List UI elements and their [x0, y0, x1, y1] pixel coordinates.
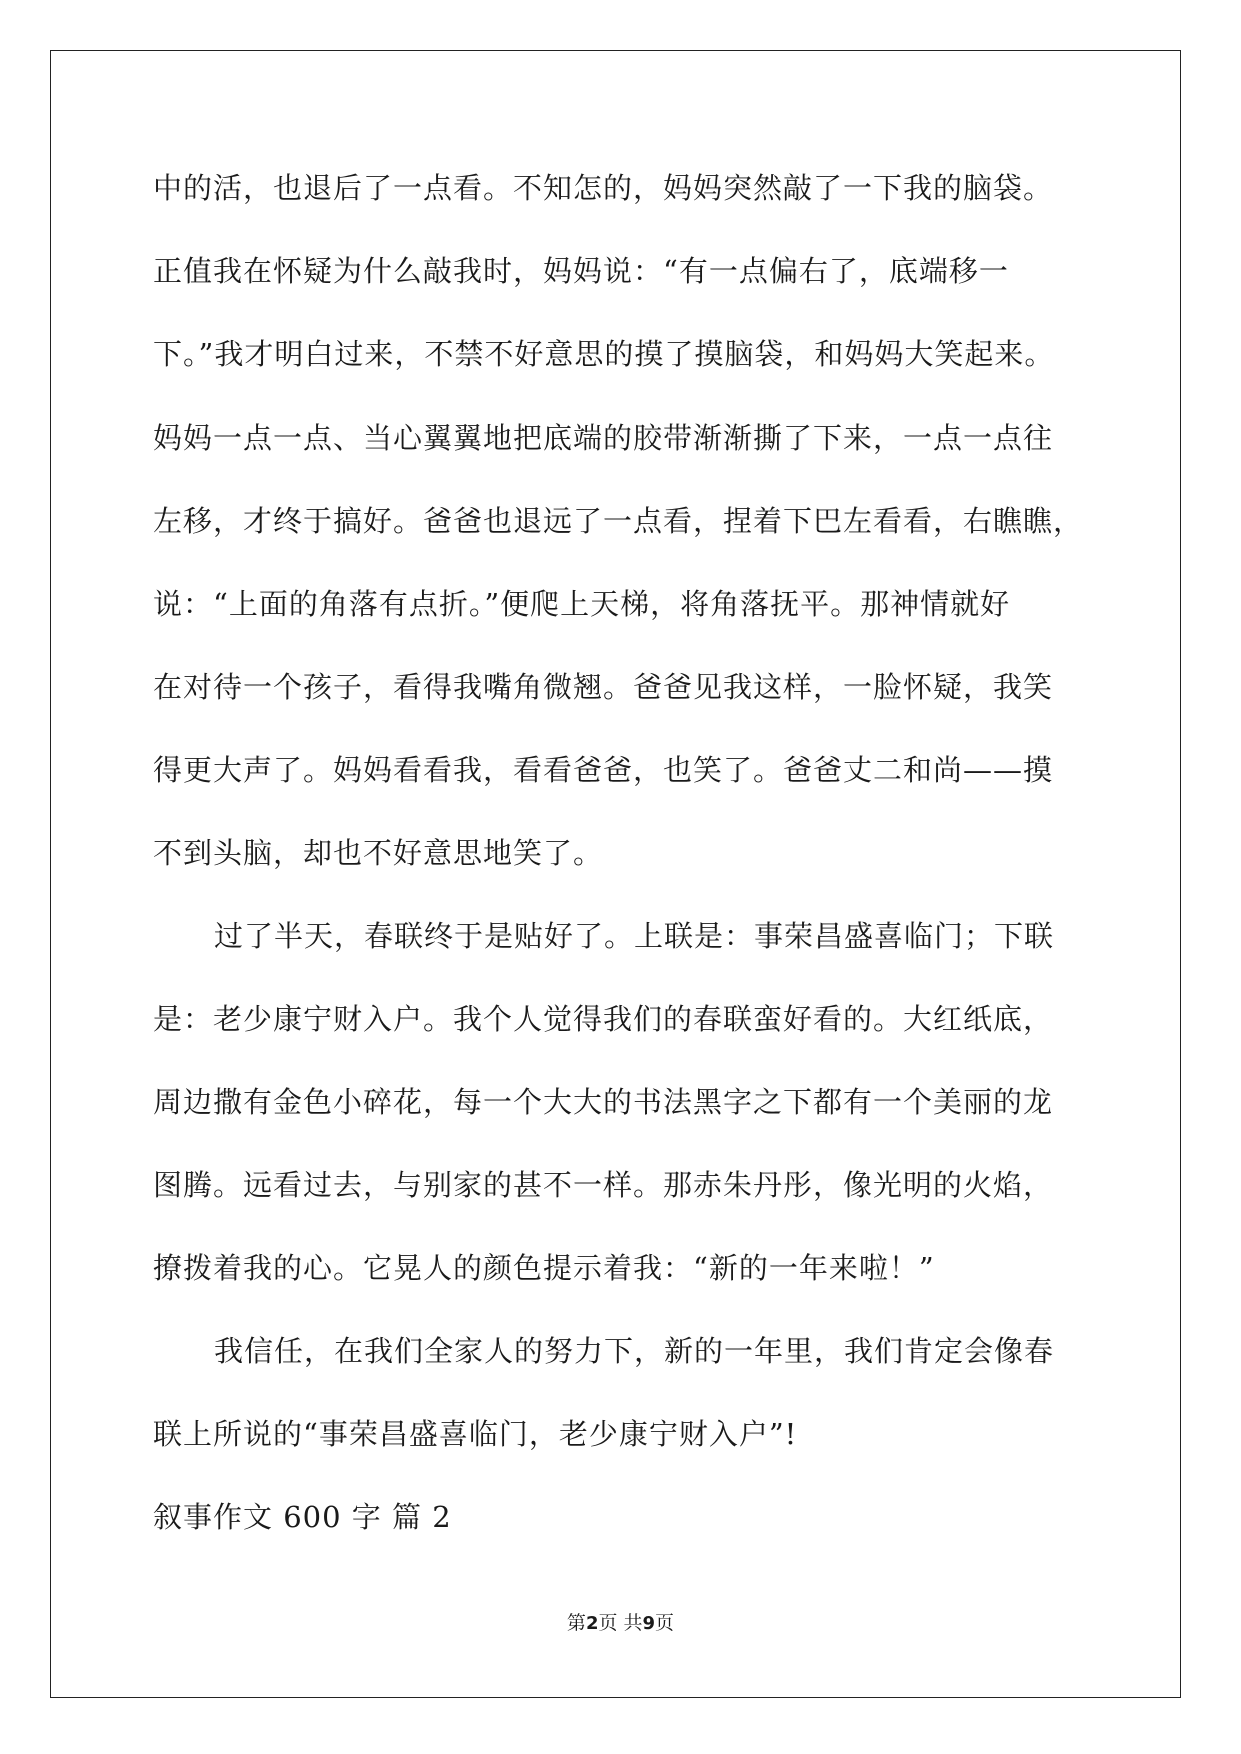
section-heading: 叙事作文 600 字 篇 2 — [153, 1500, 452, 1534]
page-footer — [0, 1611, 1241, 1636]
paragraph-line: 中的活，也退后了一点看。不知怎的，妈妈突然敲了一下我的脑袋。 — [153, 171, 1054, 205]
paragraph-line: 图腾。远看过去，与别家的甚不一样。那赤朱丹彤，像光明的火焰， — [153, 1168, 1054, 1202]
paragraph-line: 周边撒有金色小碎花，每一个大大的书法黑字之下都有一个美丽的龙 — [153, 1085, 1054, 1119]
paragraph-line: 下。”我才明白过来，不禁不好意思的摸了摸脑袋，和妈妈大笑起来。 — [153, 337, 1055, 371]
paragraph-line: 得更大声了。妈妈看看我，看看爸爸，也笑了。爸爸丈二和尚——摸 — [153, 753, 1054, 787]
paragraph-line: 正值我在怀疑为什么敲我时，妈妈说：“有一点偏右了，底端移一 — [153, 254, 1009, 288]
paragraph-line: 左移，才终于搞好。爸爸也退远了一点看，捏着下巴左看看，右瞧瞧， — [153, 504, 1084, 538]
footer-page-current: 2 — [585, 1613, 599, 1634]
footer-page-total: 9 — [642, 1613, 656, 1634]
paragraph-line: 撩拨着我的心。它晃人的颜色提示着我：“新的一年来啦！” — [153, 1251, 935, 1285]
paragraph-line: 联上所说的“事荣昌盛喜临门，老少康宁财入户”! — [153, 1417, 798, 1451]
paragraph-line: 不到头脑，却也不好意思地笑了。 — [153, 836, 604, 870]
footer-page-prefix: 第 — [566, 1612, 586, 1634]
paragraph-line: 过了半天，春联终于是贴好了。上联是：事荣昌盛喜临门；下联 — [214, 919, 1055, 953]
footer-page-suffix: 页 — [655, 1612, 675, 1634]
footer-page-mid: 页 共 — [598, 1612, 643, 1634]
paragraph-line: 我信任，在我们全家人的努力下，新的一年里，我们肯定会像春 — [214, 1334, 1055, 1368]
paragraph-line: 在对待一个孩子，看得我嘴角微翘。爸爸见我这样，一脸怀疑，我笑 — [153, 670, 1054, 704]
paragraph-line: 说：“上面的角落有点折。”便爬上天梯，将角落抚平。那神情就好 — [153, 587, 1011, 621]
paragraph-line: 是：老少康宁财入户。我个人觉得我们的春联蛮好看的。大红纸底， — [153, 1002, 1054, 1036]
paragraph-line: 妈妈一点一点、当心翼翼地把底端的胶带渐渐撕了下来，一点一点往 — [153, 421, 1054, 455]
